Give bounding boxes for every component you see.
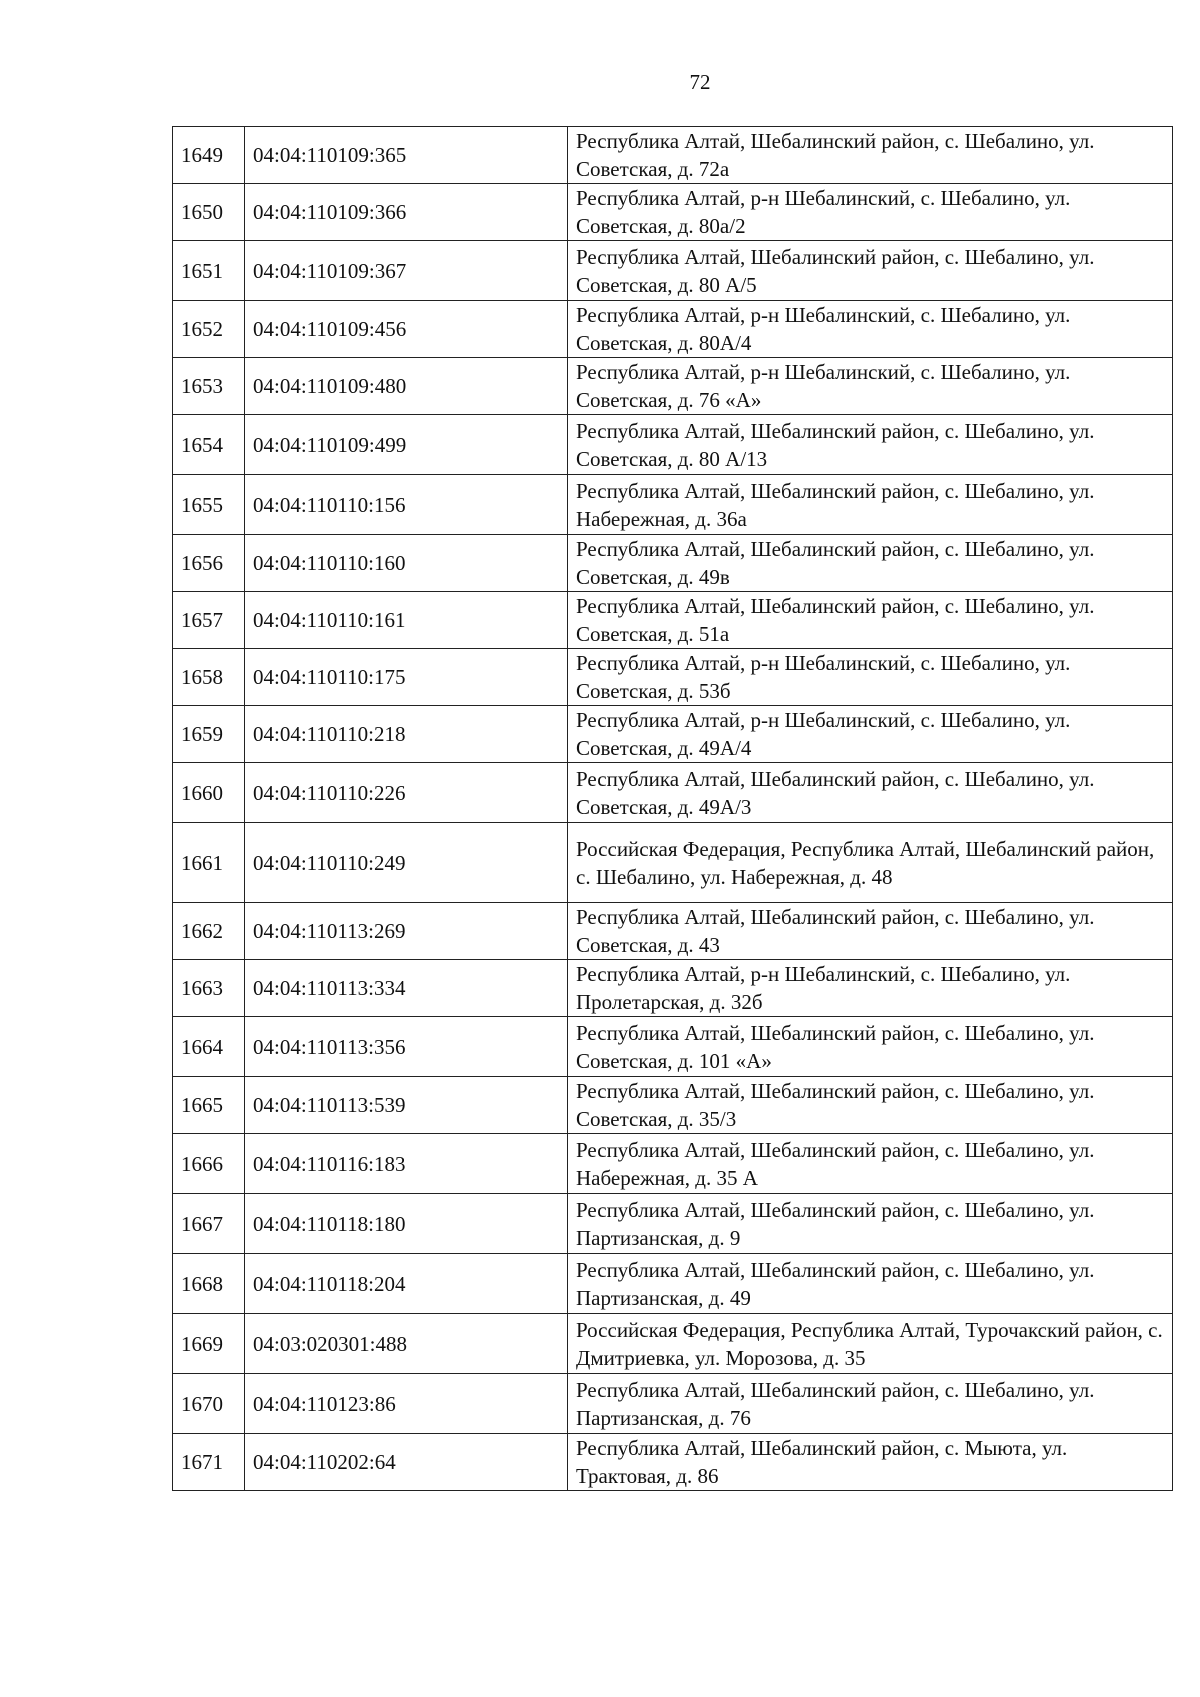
cadastral-number-cell: 04:04:110113:269 bbox=[245, 903, 568, 960]
row-number-cell: 1660 bbox=[173, 763, 245, 823]
cadastral-number-cell: 04:04:110109:499 bbox=[245, 415, 568, 475]
table-body bbox=[173, 127, 1173, 1491]
row-number-cell: 1664 bbox=[173, 1017, 245, 1077]
table-row bbox=[173, 1077, 1173, 1134]
address-cell: Республика Алтай, р-н Шебалинский, с. Шебалино, ул. Советская, д. 49А/4 bbox=[568, 706, 1173, 763]
page-number: 72 bbox=[689, 70, 711, 94]
cadastral-number-cell: 04:04:110109:456 bbox=[245, 301, 568, 358]
table-row bbox=[173, 823, 1173, 903]
row-number-cell: 1671 bbox=[173, 1434, 245, 1491]
row-number-cell: 1649 bbox=[173, 127, 245, 184]
row-number-cell: 1662 bbox=[173, 903, 245, 960]
cadastral-number-cell: 04:04:110116:183 bbox=[245, 1134, 568, 1194]
address-cell: Республика Алтай, Шебалинский район, с. Шебалино, ул. Советская, д. 49в bbox=[568, 535, 1173, 592]
cadastral-number-cell: 04:04:110110:175 bbox=[245, 649, 568, 706]
cadastral-number-cell: 04:03:020301:488 bbox=[245, 1314, 568, 1374]
property-table bbox=[172, 126, 1173, 1491]
cadastral-number-cell: 04:04:110109:365 bbox=[245, 127, 568, 184]
row-number-cell: 1661 bbox=[173, 823, 245, 903]
row-number-cell: 1656 bbox=[173, 535, 245, 592]
address-cell: Республика Алтай, р-н Шебалинский, с. Шебалино, ул. Советская, д. 53б bbox=[568, 649, 1173, 706]
row-number-cell: 1657 bbox=[173, 592, 245, 649]
address-cell: Российская Федерация, Республика Алтай, Шебалинский район, с. Шебалино, ул. Набережная, д. 48 bbox=[568, 823, 1173, 903]
table-row bbox=[173, 1314, 1173, 1374]
address-cell: Республика Алтай, Шебалинский район, с. Шебалино, ул. Советская, д. 49А/3 bbox=[568, 763, 1173, 823]
cadastral-number-cell: 04:04:110113:539 bbox=[245, 1077, 568, 1134]
table-row bbox=[173, 415, 1173, 475]
address-cell: Республика Алтай, Шебалинский район, с. Шебалино, ул. Партизанская, д. 49 bbox=[568, 1254, 1173, 1314]
cadastral-number-cell: 04:04:110109:366 bbox=[245, 184, 568, 241]
table-row bbox=[173, 1434, 1173, 1491]
table-row bbox=[173, 649, 1173, 706]
address-cell: Республика Алтай, р-н Шебалинский, с. Шебалино, ул. Советская, д. 80А/4 bbox=[568, 301, 1173, 358]
table-row bbox=[173, 358, 1173, 415]
address-cell: Республика Алтай, р-н Шебалинский, с. Шебалино, ул. Советская, д. 76 «А» bbox=[568, 358, 1173, 415]
table-row bbox=[173, 241, 1173, 301]
row-number-cell: 1655 bbox=[173, 475, 245, 535]
table-row bbox=[173, 301, 1173, 358]
table-row bbox=[173, 763, 1173, 823]
address-cell: Республика Алтай, р-н Шебалинский, с. Шебалино, ул. Советская, д. 80а/2 bbox=[568, 184, 1173, 241]
row-number-cell: 1651 bbox=[173, 241, 245, 301]
row-number-cell: 1670 bbox=[173, 1374, 245, 1434]
address-cell: Республика Алтай, Шебалинский район, с. Шебалино, ул. Советская, д. 43 bbox=[568, 903, 1173, 960]
table-row bbox=[173, 184, 1173, 241]
table-row bbox=[173, 592, 1173, 649]
cadastral-number-cell: 04:04:110110:226 bbox=[245, 763, 568, 823]
row-number-cell: 1666 bbox=[173, 1134, 245, 1194]
address-cell: Республика Алтай, Шебалинский район, с. Мыюта, ул. Трактовая, д. 86 bbox=[568, 1434, 1173, 1491]
row-number-cell: 1658 bbox=[173, 649, 245, 706]
row-number-cell: 1659 bbox=[173, 706, 245, 763]
address-cell: Республика Алтай, Шебалинский район, с. Шебалино, ул. Партизанская, д. 9 bbox=[568, 1194, 1173, 1254]
cadastral-number-cell: 04:04:110110:160 bbox=[245, 535, 568, 592]
row-number-cell: 1654 bbox=[173, 415, 245, 475]
table-row bbox=[173, 903, 1173, 960]
address-cell: Республика Алтай, Шебалинский район, с. Шебалино, ул. Советская, д. 101 «А» bbox=[568, 1017, 1173, 1077]
address-cell: Республика Алтай, Шебалинский район, с. Шебалино, ул. Советская, д. 51а bbox=[568, 592, 1173, 649]
row-number-cell: 1663 bbox=[173, 960, 245, 1017]
address-cell: Республика Алтай, Шебалинский район, с. Шебалино, ул. Советская, д. 35/3 bbox=[568, 1077, 1173, 1134]
cadastral-number-cell: 04:04:110118:204 bbox=[245, 1254, 568, 1314]
cadastral-number-cell: 04:04:110123:86 bbox=[245, 1374, 568, 1434]
table-row bbox=[173, 475, 1173, 535]
cadastral-number-cell: 04:04:110202:64 bbox=[245, 1434, 568, 1491]
cadastral-number-cell: 04:04:110118:180 bbox=[245, 1194, 568, 1254]
address-cell: Республика Алтай, Шебалинский район, с. Шебалино, ул. Набережная, д. 35 А bbox=[568, 1134, 1173, 1194]
cadastral-number-cell: 04:04:110109:480 bbox=[245, 358, 568, 415]
table-row bbox=[173, 1254, 1173, 1314]
table-row bbox=[173, 1194, 1173, 1254]
table-row bbox=[173, 1017, 1173, 1077]
table-row bbox=[173, 1374, 1173, 1434]
address-cell: Республика Алтай, Шебалинский район, с. Шебалино, ул. Советская, д. 80 А/5 bbox=[568, 241, 1173, 301]
row-number-cell: 1667 bbox=[173, 1194, 245, 1254]
row-number-cell: 1665 bbox=[173, 1077, 245, 1134]
cadastral-number-cell: 04:04:110110:161 bbox=[245, 592, 568, 649]
address-cell: Республика Алтай, р-н Шебалинский, с. Шебалино, ул. Пролетарская, д. 32б bbox=[568, 960, 1173, 1017]
row-number-cell: 1650 bbox=[173, 184, 245, 241]
cadastral-number-cell: 04:04:110110:156 bbox=[245, 475, 568, 535]
table-row bbox=[173, 706, 1173, 763]
cadastral-number-cell: 04:04:110113:356 bbox=[245, 1017, 568, 1077]
table-row bbox=[173, 535, 1173, 592]
cadastral-number-cell: 04:04:110113:334 bbox=[245, 960, 568, 1017]
address-cell: Республика Алтай, Шебалинский район, с. Шебалино, ул. Советская, д. 80 А/13 bbox=[568, 415, 1173, 475]
table-row bbox=[173, 1134, 1173, 1194]
cadastral-number-cell: 04:04:110109:367 bbox=[245, 241, 568, 301]
cadastral-number-cell: 04:04:110110:218 bbox=[245, 706, 568, 763]
table-row bbox=[173, 127, 1173, 184]
address-cell: Республика Алтай, Шебалинский район, с. Шебалино, ул. Набережная, д. 36а bbox=[568, 475, 1173, 535]
table-row bbox=[173, 960, 1173, 1017]
row-number-cell: 1652 bbox=[173, 301, 245, 358]
address-cell: Республика Алтай, Шебалинский район, с. Шебалино, ул. Партизанская, д. 76 bbox=[568, 1374, 1173, 1434]
cadastral-number-cell: 04:04:110110:249 bbox=[245, 823, 568, 903]
row-number-cell: 1653 bbox=[173, 358, 245, 415]
address-cell: Республика Алтай, Шебалинский район, с. Шебалино, ул. Советская, д. 72а bbox=[568, 127, 1173, 184]
row-number-cell: 1669 bbox=[173, 1314, 245, 1374]
row-number-cell: 1668 bbox=[173, 1254, 245, 1314]
address-cell: Российская Федерация, Республика Алтай, Турочакский район, с. Дмитриевка, ул. Морозова, д. 35 bbox=[568, 1314, 1173, 1374]
